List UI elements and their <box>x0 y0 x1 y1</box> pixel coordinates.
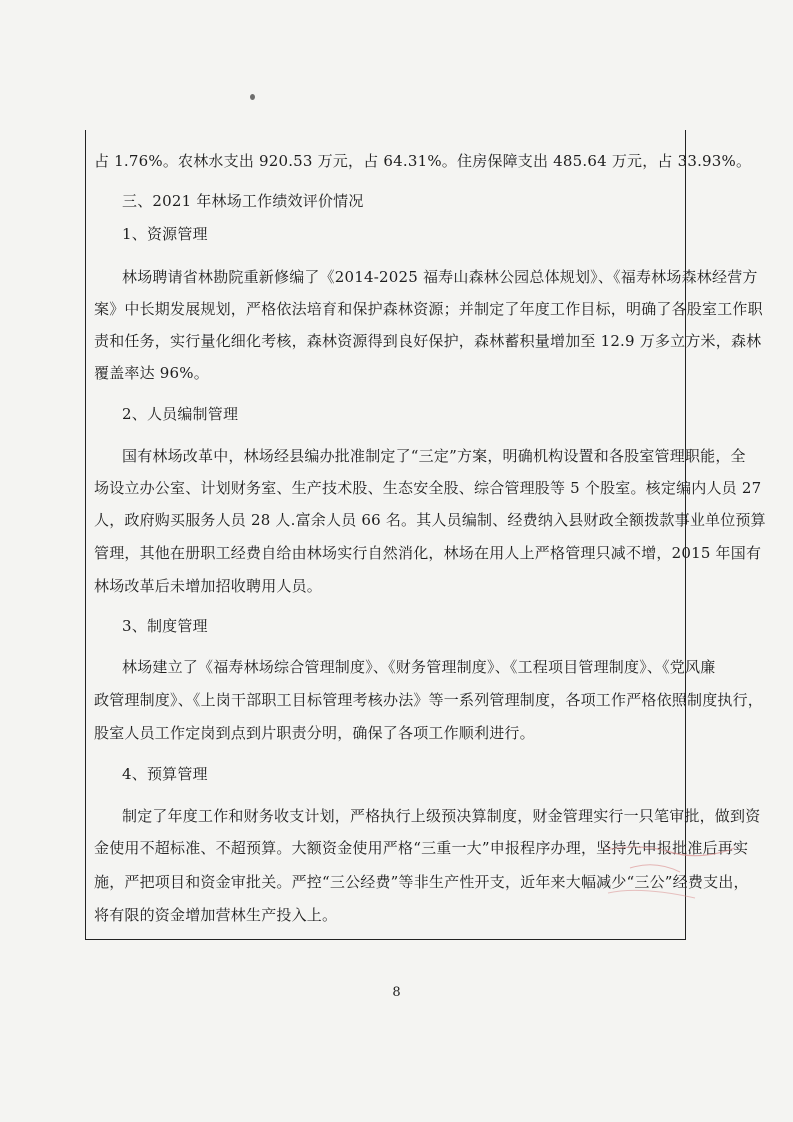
paragraph-line: 林场建立了《福寿林场综合管理制度》、《财务管理制度》、《工程项目管理制度》、《党风廉 <box>122 658 716 676</box>
paragraph-line: 金使用不超标准、不超预算。大额资金使用严格“三重一大”申报程序办理，坚持先申报批准后再实 <box>94 839 749 857</box>
subheading-budget-management: 4、预算管理 <box>122 765 208 783</box>
paragraph-line: 管理，其他在册职工经费自给由林场实行自然消化，林场在用人上严格管理只减不增，2015 年国有 <box>94 544 762 562</box>
section-heading-evaluation: 三、2021 年林场工作绩效评价情况 <box>122 192 364 210</box>
red-stamp-marks <box>600 838 740 908</box>
paragraph-line: 案》中长期发展规划，严格依法培育和保护森林资源；并制定了年度工作目标，明确了各股室工作职 <box>94 300 763 318</box>
page-number: 8 <box>392 985 401 1000</box>
paragraph-line: 政管理制度》、《上岗干部职工目标管理考核办法》等一系列管理制度，各项工作严格依照制度执行， <box>94 691 764 709</box>
paragraph-line: 林场聘请省林勘院重新修编了《2014-2025 福寿山森林公园总体规划》、《福寿林场森林经营方 <box>122 268 758 286</box>
subheading-system-management: 3、制度管理 <box>122 617 208 635</box>
subheading-staffing-management: 2、人员编制管理 <box>122 405 239 423</box>
paragraph-line: 覆盖率达 96%。 <box>94 364 209 382</box>
paragraph-line: 施，严把项目和资金审批关。严控“三公经费”等非生产性开支，近年来大幅减少“三公”经费支出， <box>94 873 749 891</box>
paragraph-line: 国有林场改革中，林场经县编办批准制定了“三定”方案，明确机构设置和各股室管理职能，全 <box>122 447 746 465</box>
paragraph-line: 责和任务，实行量化细化考核，森林资源得到良好保护，森林蓄积量增加至 12.9 万多立方米，森林 <box>94 332 762 350</box>
paragraph-line: 场设立办公室、计划财务室、生产技术股、生态安全股、综合管理股等 5 个股室。核定编内人员 27 <box>94 479 762 497</box>
subheading-resource-management: 1、资源管理 <box>122 225 208 243</box>
text-line-expenditure: 占 1.76%。农林水支出 920.53 万元，占 64.31%。住房保障支出 485.64 万元，占 33.93%。 <box>94 152 752 170</box>
paragraph-line: 制定了年度工作和财务收支计划，严格执行上级预决算制度，财金管理实行一只笔审批，做到资 <box>122 807 761 825</box>
paragraph-line: 将有限的资金增加营林生产投入上。 <box>94 906 338 924</box>
scan-speck <box>250 94 255 100</box>
paragraph-line: 人，政府购买服务人员 28 人.富余人员 66 名。其人员编制、经费纳入县财政全额拨款事业单位预算 <box>94 511 766 529</box>
paragraph-line: 股室人员工作定岗到点到片职责分明，确保了各项工作顺利进行。 <box>94 724 535 742</box>
paragraph-line: 林场改革后未增加招收聘用人员。 <box>94 577 323 595</box>
